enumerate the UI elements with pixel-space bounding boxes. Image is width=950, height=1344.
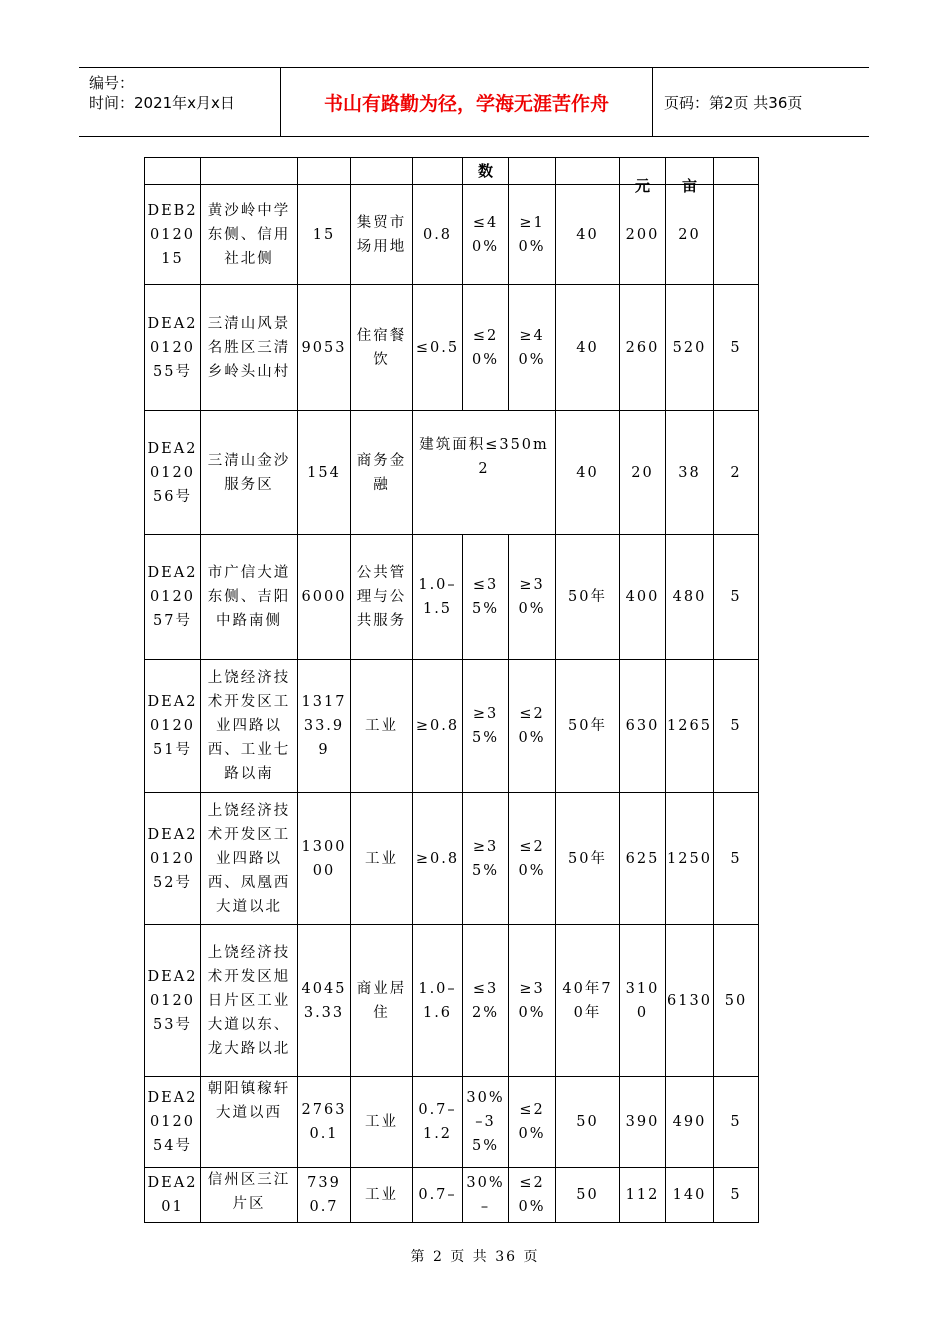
parcel-total: 1250 <box>666 793 714 925</box>
parcel-use: 商务金融 <box>351 411 413 535</box>
header-info-cell <box>79 68 281 136</box>
parcel-use: 工业 <box>351 1168 413 1223</box>
parcel-extra: 2 <box>714 411 759 535</box>
parcel-green: ≤20% <box>509 1168 556 1223</box>
parcel-code: DEA2​012​055号 <box>145 285 201 411</box>
parcel-code: DEA201​205​2号 <box>145 793 201 925</box>
table-row <box>145 925 759 1077</box>
parcel-use: 住宿餐饮 <box>351 285 413 411</box>
parcel-code: DEA20​120​56号 <box>145 411 201 535</box>
parcel-density: ≤32% <box>463 925 509 1077</box>
parcel-extra: 5 <box>714 285 759 411</box>
parcel-far: ≥0.8 <box>413 660 463 793</box>
table-header-row <box>145 158 759 185</box>
parcel-price: 3100 <box>620 925 666 1077</box>
parcel-density: ≤40% <box>463 185 509 285</box>
parcel-use: 工业 <box>351 793 413 925</box>
parcel-location: 黄沙岭中学东侧、信用社北侧 <box>201 185 298 285</box>
parcel-extra: 5 <box>714 660 759 793</box>
parcel-green: ≥30% <box>509 925 556 1077</box>
parcel-green: ≤20% <box>509 660 556 793</box>
parcel-term: 40 <box>556 285 620 411</box>
parcel-area: 6000 <box>298 535 351 660</box>
parcel-area: 15 <box>298 185 351 285</box>
parcel-far: 0.8 <box>413 185 463 285</box>
header-cell <box>351 158 413 185</box>
parcel-price: 112 <box>620 1168 666 1223</box>
parcel-price: 390 <box>620 1077 666 1168</box>
header-motto: 书山有路勤为径，学海无涯苦作舟 <box>281 68 653 136</box>
parcel-area: 154 <box>298 411 351 535</box>
parcel-density: ≤35% <box>463 535 509 660</box>
parcel-density: 30%– <box>463 1168 509 1223</box>
parcel-code: DEB201​201​5 <box>145 185 201 285</box>
parcel-term: 50年 <box>556 793 620 925</box>
parcel-price: 260 <box>620 285 666 411</box>
table-row <box>145 185 759 285</box>
header-cell <box>556 158 620 185</box>
parcel-location: 信州区三江片区 <box>201 1168 298 1223</box>
parcel-density: ≥35% <box>463 793 509 925</box>
parcel-location: 朝阳镇稼轩大道以西 <box>201 1077 298 1168</box>
parcel-extra: 5 <box>714 793 759 925</box>
page-header <box>79 67 869 137</box>
parcel-far: ≤0.5 <box>413 285 463 411</box>
header-cell <box>463 158 509 185</box>
parcel-code: DEA201​205​1号 <box>145 660 201 793</box>
table-row <box>145 285 759 411</box>
header-cell <box>413 158 463 185</box>
parcel-term: 50年 <box>556 535 620 660</box>
parcel-term: 50年 <box>556 660 620 793</box>
parcel-term: 40 <box>556 185 620 285</box>
header-cell <box>201 158 298 185</box>
parcel-location: 市广信大道东侧、吉阳中路南侧 <box>201 535 298 660</box>
parcel-use: 工业 <box>351 1077 413 1168</box>
parcel-total: 490 <box>666 1077 714 1168</box>
parcel-location: 上饶经济技术开发区工业四路以西、工业七路以南 <box>201 660 298 793</box>
header-cell <box>509 158 556 185</box>
parcel-far: 1.0–1.5 <box>413 535 463 660</box>
parcel-density: 30%–35% <box>463 1077 509 1168</box>
parcel-price: 625 <box>620 793 666 925</box>
parcel-far: 1.0–1.6 <box>413 925 463 1077</box>
header-cell <box>298 158 351 185</box>
parcel-far: 0.7–1.2 <box>413 1077 463 1168</box>
parcel-term: 50 <box>556 1077 620 1168</box>
parcel-total: 6130 <box>666 925 714 1077</box>
table-row <box>145 411 759 535</box>
parcel-code: DEA2​012​057号 <box>145 535 201 660</box>
parcel-price: 20 <box>620 411 666 535</box>
land-parcel-table <box>144 157 759 1223</box>
parcel-term: 40年70年 <box>556 925 620 1077</box>
header-cell <box>714 158 759 185</box>
parcel-term: 40 <box>556 411 620 535</box>
parcel-use: 公共管理与公共服务 <box>351 535 413 660</box>
parcel-extra <box>714 185 759 285</box>
parcel-density: ≥35% <box>463 660 509 793</box>
parcel-location: 三清山金沙服务区 <box>201 411 298 535</box>
parcel-far: 0.7– <box>413 1168 463 1223</box>
parcel-total: 1265 <box>666 660 714 793</box>
parcel-area: 130000 <box>298 793 351 925</box>
parcel-area: 27630.1 <box>298 1077 351 1168</box>
parcel-far: ≥0.8 <box>413 793 463 925</box>
parcel-total: 480 <box>666 535 714 660</box>
parcel-area: 40453.33 <box>298 925 351 1077</box>
parcel-price: 630 <box>620 660 666 793</box>
parcel-extra: 50 <box>714 925 759 1077</box>
parcel-location: 上饶经济技术开发区旭日片区工业大道以东、龙大路以北 <box>201 925 298 1077</box>
parcel-use: 集贸市场用地 <box>351 185 413 285</box>
header-text-mu: 亩 <box>681 177 697 195</box>
table-row <box>145 1077 759 1168</box>
header-text-yuan: 元 <box>634 177 650 195</box>
parcel-code: DEA201 <box>145 1168 201 1223</box>
parcel-code: DEA201​205​3号 <box>145 925 201 1077</box>
header-cell <box>145 158 201 185</box>
table-row <box>145 793 759 925</box>
document-time-label: 时间：2021年x月x日 <box>89 94 235 112</box>
parcel-use: 工业 <box>351 660 413 793</box>
parcel-extra: 5 <box>714 535 759 660</box>
parcel-code: DEA201​205​4号 <box>145 1077 201 1168</box>
table-row <box>145 1168 759 1223</box>
table-row <box>145 535 759 660</box>
table-row <box>145 660 759 793</box>
parcel-area: 9053 <box>298 285 351 411</box>
parcel-total: 38 <box>666 411 714 535</box>
parcel-location: 三清山风景名胜区三清乡岭头山村 <box>201 285 298 411</box>
header-cell <box>620 158 666 195</box>
parcel-price: 400 <box>620 535 666 660</box>
parcel-green: ≤20% <box>509 1077 556 1168</box>
parcel-density: ≤20% <box>463 285 509 411</box>
parcel-area: 131733.99 <box>298 660 351 793</box>
parcel-total: 520 <box>666 285 714 411</box>
header-text-shu: 数 <box>477 162 493 180</box>
page-footer: 第 2 页 共 36 页 <box>410 1249 540 1265</box>
header-page-info: 页码：第2页 共36页 <box>664 94 803 112</box>
parcel-term: 50 <box>556 1168 620 1223</box>
parcel-green: ≥10% <box>509 185 556 285</box>
parcel-green: ≤20% <box>509 793 556 925</box>
parcel-area: 7390.7 <box>298 1168 351 1223</box>
parcel-green: ≥40% <box>509 285 556 411</box>
parcel-total: 20 <box>666 185 714 285</box>
parcel-extra: 5 <box>714 1077 759 1168</box>
parcel-location: 上饶经济技术开发区工业四路以西、凤凰西大道以北 <box>201 793 298 925</box>
parcel-building-area-note: 建筑面积≤350m2 <box>413 411 556 535</box>
parcel-total: 140 <box>666 1168 714 1223</box>
parcel-green: ≥30% <box>509 535 556 660</box>
parcel-price: 200 <box>620 185 666 285</box>
parcel-use: 商业居住 <box>351 925 413 1077</box>
document-number-label: 编号： <box>89 74 135 92</box>
header-cell <box>666 158 714 195</box>
parcel-extra: 5 <box>714 1168 759 1223</box>
